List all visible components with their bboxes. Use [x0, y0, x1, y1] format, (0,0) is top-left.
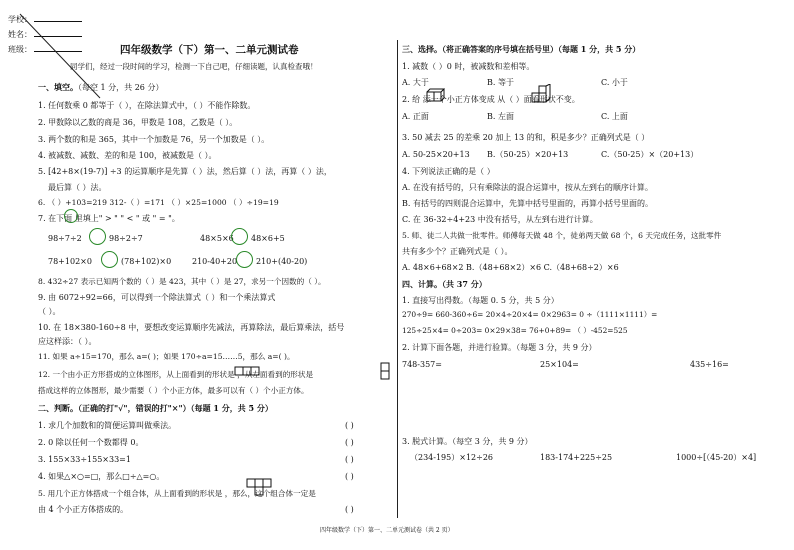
- calc-3-title: 3. 脱式计算。（每空 3 分，共 9 分）: [402, 437, 533, 446]
- class-label: 班级：: [8, 45, 32, 54]
- choice-1-c: C. 小于: [601, 78, 628, 87]
- q7-row2-b: (78+102)×0: [121, 257, 172, 266]
- choice-1: 1. 减数（ ）0 时，被减数和差相等。: [402, 62, 535, 71]
- judge-5-answer[interactable]: ( ): [345, 505, 354, 514]
- calc-2-title: 2. 计算下面各题，并进行验算。（每题 3 分，共 9 分）: [402, 343, 597, 352]
- question-12-line2: 搭成这样的立体图形，最少需要（ ）个小正方体，最多可以有（ ）个小正方体。: [38, 386, 309, 395]
- judge-3-answer[interactable]: ( ): [345, 455, 354, 464]
- calc-1-title: 1. 直接写出得数。（每题 0. 5 分，共 5 分）: [402, 296, 559, 305]
- question-9-line2: （ ）。: [38, 307, 61, 316]
- choice-5-options: A. 48×6+68×2 B.（48+68×2）×6 C.（48+68÷2）×6: [402, 263, 619, 272]
- top-view-shape-icon: [234, 366, 264, 376]
- q7-row1-a: 98÷7÷2: [48, 234, 82, 243]
- question-5-line2: 最后算（ ）法。: [48, 183, 107, 192]
- choice-2: 2. 给 添一个小正方体变成 从（ ）面看形状不变。: [402, 95, 580, 104]
- question-2: 2. 甲数除以乙数的商是 36，甲数是 108，乙数是（ ）。: [38, 118, 238, 127]
- choice-2-b: B. 左面: [487, 112, 514, 121]
- calc-2-c: 435÷16=: [690, 360, 729, 369]
- question-6: 6. （ ）+103=219 312-（ ）=171 （ ）×25=1000 （ ）÷19=19: [38, 198, 279, 207]
- judge-5-line2: 由 4 个小正方体搭成的。: [38, 505, 129, 514]
- column-divider: [397, 40, 398, 518]
- question-3: 3. 两个数的和是 365，其中一个加数是 76，另一个加数是（ ）。: [38, 135, 270, 144]
- choice-4-a: A. 在没有括号的，只有乘除法的混合运算中，按从左到右的顺序计算。: [402, 183, 653, 192]
- school-label: 学校：: [8, 15, 32, 24]
- calc-1-row2: 125÷25×4= 0÷203= 0×29×38= 76+0+89= （ ）-452=525: [402, 326, 628, 335]
- judge-1-answer[interactable]: ( ): [345, 421, 354, 430]
- q7-row2-a: 78+102×0: [48, 257, 92, 266]
- calc-2-a: 748-357=: [402, 360, 442, 369]
- choice-3-b: B.（50-25）×20+13: [487, 150, 569, 159]
- question-10-line2: 应这样添：（ ）。: [38, 337, 97, 346]
- question-7: 7. 在下面 里填上" > " " < " 或 " = "。: [38, 214, 180, 223]
- question-10-line1: 10. 在 18×380-160÷8 中，要想改变运算顺序先减法，再算除法，最后算乘法，括号: [38, 323, 345, 332]
- question-5-line1: 5. [42+8×(19-7)] ÷3 的运算顺序是先算（ ）法，然后算（ ）法，再算（ ）法，: [38, 167, 332, 176]
- question-4: 4. 被减数、减数、差的和是 100，被减数是（ ）。: [38, 151, 217, 160]
- compare-circle-3[interactable]: [101, 251, 118, 268]
- calc-3-a: （234-195）×12÷26: [410, 453, 494, 462]
- choice-1-a: A. 大于: [402, 78, 429, 87]
- choice-5-line1: 5. 师、徒二人共做一批零件。师傅每天做 48 个，徒弟两天做 68 个，6 天完成任务，这批零件: [402, 231, 722, 240]
- question-11: 11. 如果 a÷15=170，那么 a=( )；如果 170÷a=15……5，那么 a=( )。: [38, 352, 295, 361]
- question-12-line1: 12. 一个由小正方形搭成的立体图形，从上面看到的形状是 ，从左面看到的形状是: [38, 370, 314, 379]
- section-2-title: 二、判断。（正确的打"√"，错误的打"×"）（每题 1 分，共 5 分）: [38, 403, 273, 413]
- judge-2: 2. 0 除以任何一个数都得 0。: [38, 438, 144, 447]
- compare-circle-2[interactable]: [231, 228, 248, 245]
- cube-stack-icon: [530, 84, 556, 104]
- judge-4-answer[interactable]: ( ): [345, 472, 354, 481]
- choice-3-a: A. 50-25×20+13: [402, 150, 470, 159]
- choice-1-b: B. 等于: [487, 78, 514, 87]
- section-3-title: 三、选择。（将正确答案的序号填在括号里）（每题 1 分，共 5 分）: [402, 44, 641, 54]
- choice-2-a: A. 正面: [402, 112, 429, 121]
- judge-5-line1: 5. 用几个正方体搭成一个组合体，从上面看到的形状是 ，那么，这个组合体一定是: [38, 489, 316, 498]
- q7-row1-c: 48×5×6: [200, 234, 234, 243]
- section-1-note: （每空 1 分，共 26 分）: [78, 83, 164, 92]
- calc-1-row1: 270÷9= 660-360÷6= 20×4÷20×4= 0×2963= 0 ÷（1111×1111）=: [402, 310, 658, 319]
- judge-2-answer[interactable]: ( ): [345, 438, 354, 447]
- section-1-heading: [38, 83, 163, 93]
- choice-5-line2: 共有多少个？正确列式是（ ）。: [402, 247, 513, 256]
- section-1-title: 一、填空。: [38, 82, 78, 92]
- calc-3-b: 183-174+225÷25: [540, 453, 613, 462]
- q7-row2-c: 210-40+20: [192, 257, 238, 266]
- name-label: 姓名：: [8, 30, 32, 39]
- intro-text: 同学们，经过一段时间的学习，检测一下自己吧，仔细读题，认真检查哦！: [70, 62, 318, 71]
- cube-pair-icon: [425, 87, 445, 103]
- section-4-title: 四、计算。（共 37 分）: [402, 279, 487, 289]
- judge-5-shape-icon: [246, 478, 278, 496]
- choice-4-c: C. 在 36-32÷4+23 中没有括号，从左到右进行计算。: [402, 215, 598, 224]
- choice-3: 3. 50 减去 25 的差乘 20 加上 13 的和，积是多少？正确列式是（ ）: [402, 133, 650, 142]
- choice-2-c: C. 上面: [601, 112, 628, 121]
- judge-1: 1. 求几个加数和的简便运算叫做乘法。: [38, 421, 177, 430]
- calc-3-c: 1000÷[（45-20）×4]: [676, 453, 757, 462]
- calc-2-b: 25×104=: [540, 360, 579, 369]
- question-8: 8. 432÷27 表示已知两个数的（ ）是 423，其中（ ）是 27，求另一个因数的（ ）。: [38, 277, 326, 286]
- compare-circle-4[interactable]: [236, 251, 253, 268]
- judge-4: 4. 如果△×○=□，那么□÷△=○。: [38, 472, 165, 481]
- left-view-shape-icon: [380, 362, 392, 380]
- choice-4-b: B. 有括号的四则混合运算中，先算中括号里面的，再算小括号里面的。: [402, 199, 653, 208]
- question-1: 1. 任何数乘 0 都等于（ ），在除法算式中，（ ）不能作除数。: [38, 101, 256, 110]
- q7-row2-d: 210+(40-20): [256, 257, 308, 266]
- choice-4: 4. 下列说法正确的是（ ）: [402, 167, 495, 176]
- q7-row1-b: 98÷2÷7: [109, 234, 143, 243]
- page-title: 四年级数学（下）第一、二单元测试卷: [120, 44, 299, 56]
- question-9-line1: 9. 由 6072÷92=66，可以得到一个除法算式（ ）和一个乘法算式: [38, 293, 276, 302]
- compare-circle-example: [64, 209, 78, 223]
- compare-circle-1[interactable]: [89, 228, 106, 245]
- page-footer: 四年级数学（下）第一、二单元测试卷（共 2 页）: [320, 527, 454, 534]
- choice-3-c: C.（50-25）×（20+13）: [601, 150, 699, 159]
- q7-row1-d: 48×6+5: [251, 234, 285, 243]
- judge-3: 3. 155×33÷155×33=1: [38, 455, 131, 464]
